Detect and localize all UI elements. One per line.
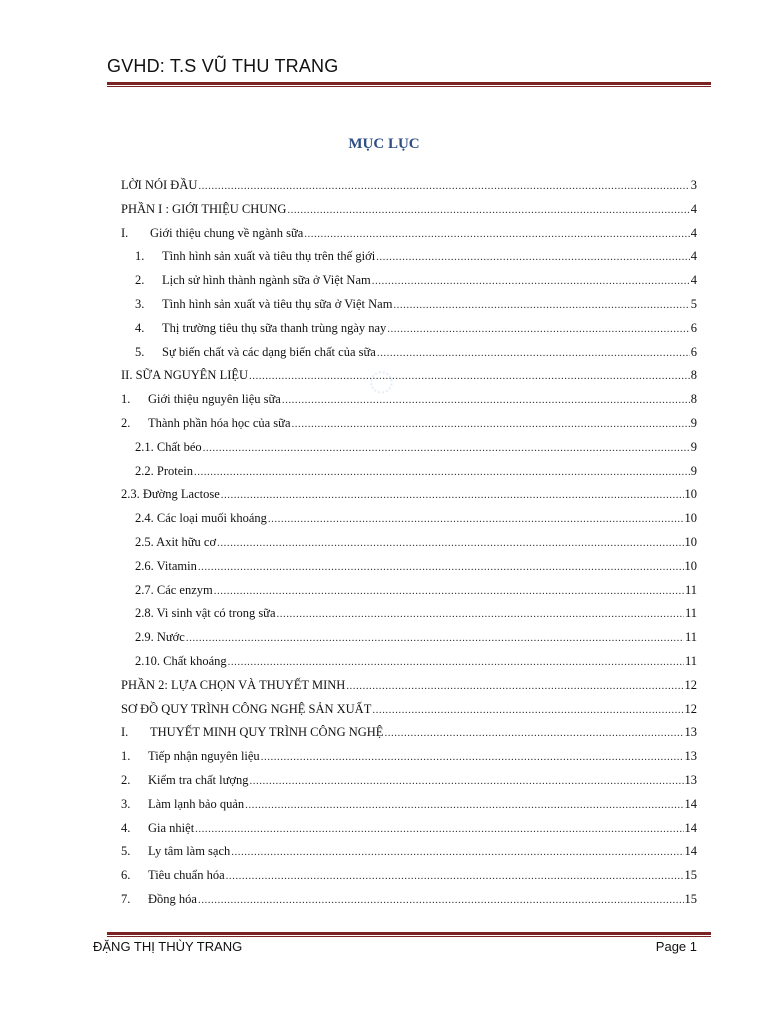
- toc-entry-page: 9: [690, 440, 697, 454]
- toc-entry-page: 12: [684, 702, 697, 716]
- toc-entry-title: 2.6. Vitamin: [135, 559, 197, 573]
- toc-entry-title: LỜI NÓI ĐẦU: [121, 178, 198, 192]
- toc-entry-title: Thành phần hóa học của sữa: [148, 416, 291, 430]
- toc-entry-number: 5.: [135, 345, 145, 359]
- toc-entry[interactable]: [121, 414, 697, 432]
- toc-entry-page: 13: [684, 749, 697, 763]
- toc-entry-page: 6: [690, 345, 697, 359]
- toc-entry[interactable]: [135, 628, 697, 646]
- toc-entry-title: 2.4. Các loại muối khoáng: [135, 511, 267, 525]
- toc-leader-dots: [387, 320, 689, 338]
- toc-leader-dots: [249, 367, 690, 385]
- toc-entry-number: 2.: [135, 273, 145, 287]
- toc-entry-title: 2.3. Đường Lactose: [121, 487, 220, 501]
- toc-entry[interactable]: [135, 247, 697, 265]
- toc-leader-dots: [214, 582, 684, 600]
- toc-entry-page: 10: [684, 511, 697, 525]
- toc-heading: MỤC LỤC: [348, 136, 420, 152]
- toc-entry-title: Tiêu chuẩn hóa: [148, 868, 225, 882]
- toc-entry[interactable]: [135, 533, 697, 551]
- toc-leader-dots: [346, 677, 683, 695]
- footer-rule-thin: [107, 936, 711, 937]
- toc-leader-dots: [228, 653, 684, 671]
- toc-entry-title: Thị trường tiêu thụ sữa thanh trùng ngày nay: [162, 321, 387, 335]
- toc-leader-dots: [277, 605, 684, 623]
- page-header-title: GVHD: T.S VŨ THU TRANG: [107, 56, 339, 76]
- toc-entry[interactable]: [135, 604, 697, 622]
- toc-leader-dots: [287, 201, 689, 219]
- toc-entry-page: 11: [684, 606, 697, 620]
- toc-entry-title: 2.8. Vi sinh vật có trong sữa: [135, 606, 276, 620]
- toc-leader-dots: [261, 748, 684, 766]
- toc-entry-title: Giới thiệu chung về ngành sữa: [150, 226, 304, 240]
- header-rule-thin: [107, 86, 711, 87]
- toc-entry-page: 15: [684, 868, 697, 882]
- toc-entry-title: 2.9. Nước: [135, 630, 185, 644]
- toc-entry[interactable]: [135, 438, 697, 456]
- toc-entry[interactable]: [121, 676, 697, 694]
- toc-entry-page: 12: [684, 678, 697, 692]
- toc-entry-page: 4: [690, 273, 697, 287]
- toc-entry-page: 9: [690, 464, 697, 478]
- toc-entry-title: Làm lạnh bảo quản: [148, 797, 245, 811]
- toc-leader-dots: [282, 391, 690, 409]
- toc-entry-title: II. SỮA NGUYÊN LIỆU: [121, 368, 249, 382]
- toc-entry[interactable]: [121, 366, 697, 384]
- toc-leader-dots: [203, 439, 690, 457]
- watermark-graphic: ◌: [354, 350, 406, 410]
- toc-entry-page: 8: [690, 392, 697, 406]
- toc-entry-title: Ly tâm làm sạch: [148, 844, 231, 858]
- toc-entry-title: Tình hình sản xuất và tiêu thụ trên thế giới: [162, 249, 376, 263]
- toc-leader-dots: [195, 820, 683, 838]
- toc-entry-title: 2.10. Chất khoáng: [135, 654, 227, 668]
- toc-entry-title: 2.5. Axit hữu cơ: [135, 535, 217, 549]
- toc-leader-dots: [376, 248, 690, 266]
- toc-leader-dots: [372, 272, 690, 290]
- toc-entry-number: 4.: [121, 821, 131, 835]
- toc-entry-title: Tiếp nhận nguyên liệu: [148, 749, 260, 763]
- toc-leader-dots: [198, 177, 689, 195]
- toc-entry-number: 1.: [135, 249, 145, 263]
- toc-entry[interactable]: [121, 200, 697, 218]
- toc-entry[interactable]: [121, 747, 697, 765]
- toc-entry[interactable]: [135, 557, 697, 575]
- toc-entry-title: SƠ ĐỒ QUY TRÌNH CÔNG NGHỆ SẢN XUẤT: [121, 702, 372, 716]
- toc-entry-page: 10: [684, 487, 697, 501]
- toc-leader-dots: [226, 867, 684, 885]
- toc-leader-dots: [198, 891, 684, 909]
- toc-leader-dots: [198, 558, 684, 576]
- toc-entry-number: 5.: [121, 844, 131, 858]
- toc-leader-dots: [384, 724, 683, 742]
- toc-entry[interactable]: [121, 224, 697, 242]
- toc-entry-title: Gia nhiệt: [148, 821, 195, 835]
- toc-entry-title: Đồng hóa: [148, 892, 197, 906]
- toc-entry[interactable]: [135, 581, 697, 599]
- toc-entry-number: 1.: [121, 749, 131, 763]
- toc-entry-number: 3.: [135, 297, 145, 311]
- toc-entry-page: 6: [690, 321, 697, 335]
- toc-entry-page: 10: [684, 535, 697, 549]
- footer-author: ĐẶNG THỊ THÙY TRANG: [93, 939, 243, 954]
- toc-entry-number: 4.: [135, 321, 145, 335]
- toc-entry-page: 11: [684, 654, 697, 668]
- toc-entry-number: 1.: [121, 392, 131, 406]
- toc-entry-title: Sự biến chất và các dạng biến chất của sữa: [162, 345, 376, 359]
- toc-entry-page: 4: [690, 202, 697, 216]
- toc-entry-page: 15: [684, 892, 697, 906]
- toc-entry-page: 13: [684, 773, 697, 787]
- toc-leader-dots: [194, 463, 690, 481]
- toc-entry-page: 14: [684, 821, 697, 835]
- toc-entry[interactable]: [121, 866, 697, 884]
- toc-entry-title: Giới thiệu nguyên liệu sữa: [148, 392, 281, 406]
- toc-entry-page: 13: [684, 725, 697, 739]
- toc-entry-page: 14: [684, 797, 697, 811]
- toc-entry-page: 4: [690, 249, 697, 263]
- toc-entry[interactable]: [121, 842, 697, 860]
- toc-leader-dots: [186, 629, 684, 647]
- toc-entry[interactable]: [135, 295, 697, 313]
- toc-entry[interactable]: [135, 319, 697, 337]
- toc-entry-number: 7.: [121, 892, 131, 906]
- toc-entry-page: 5: [690, 297, 697, 311]
- toc-entry-number: I.: [121, 725, 129, 739]
- toc-entry[interactable]: [121, 700, 697, 718]
- toc-entry-page: 3: [690, 178, 697, 192]
- toc-entry-title: 2.7. Các enzym: [135, 583, 213, 597]
- toc-entry-title: Lịch sử hình thành ngành sữa ở Việt Nam: [162, 273, 371, 287]
- toc-entry-title: THUYẾT MINH QUY TRÌNH CÔNG NGHỆ: [150, 725, 384, 739]
- toc-entry-title: Tình hình sản xuất và tiêu thụ sữa ở Việt Nam: [162, 297, 393, 311]
- toc-entry-title: 2.2. Protein: [135, 464, 193, 478]
- toc-leader-dots: [268, 510, 684, 528]
- toc-entry-number: 6.: [121, 868, 131, 882]
- toc-entry[interactable]: [135, 343, 697, 361]
- toc-entry[interactable]: [121, 176, 697, 194]
- toc-entry[interactable]: [135, 462, 697, 480]
- footer-page-number: Page 1: [655, 939, 697, 954]
- toc-entry[interactable]: [121, 390, 697, 408]
- toc-leader-dots: [372, 701, 683, 719]
- toc-entry[interactable]: [121, 795, 697, 813]
- toc-leader-dots: [221, 486, 684, 504]
- toc-entry[interactable]: [121, 771, 697, 789]
- footer-rule-thick: [107, 932, 711, 935]
- toc-leader-dots: [231, 843, 683, 861]
- toc-entry[interactable]: [121, 485, 697, 503]
- toc-entry[interactable]: [135, 652, 697, 670]
- toc-entry-page: 14: [684, 844, 697, 858]
- toc-entry-page: 9: [690, 416, 697, 430]
- toc-entry-number: I.: [121, 226, 129, 240]
- toc-leader-dots: [393, 296, 689, 314]
- toc-entry[interactable]: [135, 271, 697, 289]
- toc-entry-page: 4: [690, 226, 697, 240]
- header-rule-thick: [107, 82, 711, 85]
- toc-leader-dots: [217, 534, 683, 552]
- toc-entry[interactable]: [121, 723, 697, 741]
- toc-entry[interactable]: [121, 890, 697, 908]
- toc-entry-title: 2.1. Chất béo: [135, 440, 202, 454]
- toc-entry-page: 10: [684, 559, 697, 573]
- toc-entry-page: 11: [684, 583, 697, 597]
- toc-entry[interactable]: [121, 819, 697, 837]
- toc-entry-title: PHẦN I : GIỚI THIỆU CHUNG: [121, 202, 287, 216]
- toc-entry-number: 2.: [121, 773, 131, 787]
- toc-entry-number: 3.: [121, 797, 131, 811]
- toc-leader-dots: [245, 796, 683, 814]
- toc-leader-dots: [250, 772, 684, 790]
- toc-entry-page: 11: [684, 630, 697, 644]
- toc-entry-title: PHẦN 2: LỰA CHỌN VÀ THUYẾT MINH: [121, 678, 346, 692]
- toc-entry[interactable]: [135, 509, 697, 527]
- toc-entry-title: Kiểm tra chất lượng: [148, 773, 249, 787]
- toc-entry-number: 2.: [121, 416, 131, 430]
- toc-leader-dots: [292, 415, 690, 433]
- toc-leader-dots: [304, 225, 689, 243]
- toc-leader-dots: [377, 344, 690, 362]
- toc-entry-page: 8: [690, 368, 697, 382]
